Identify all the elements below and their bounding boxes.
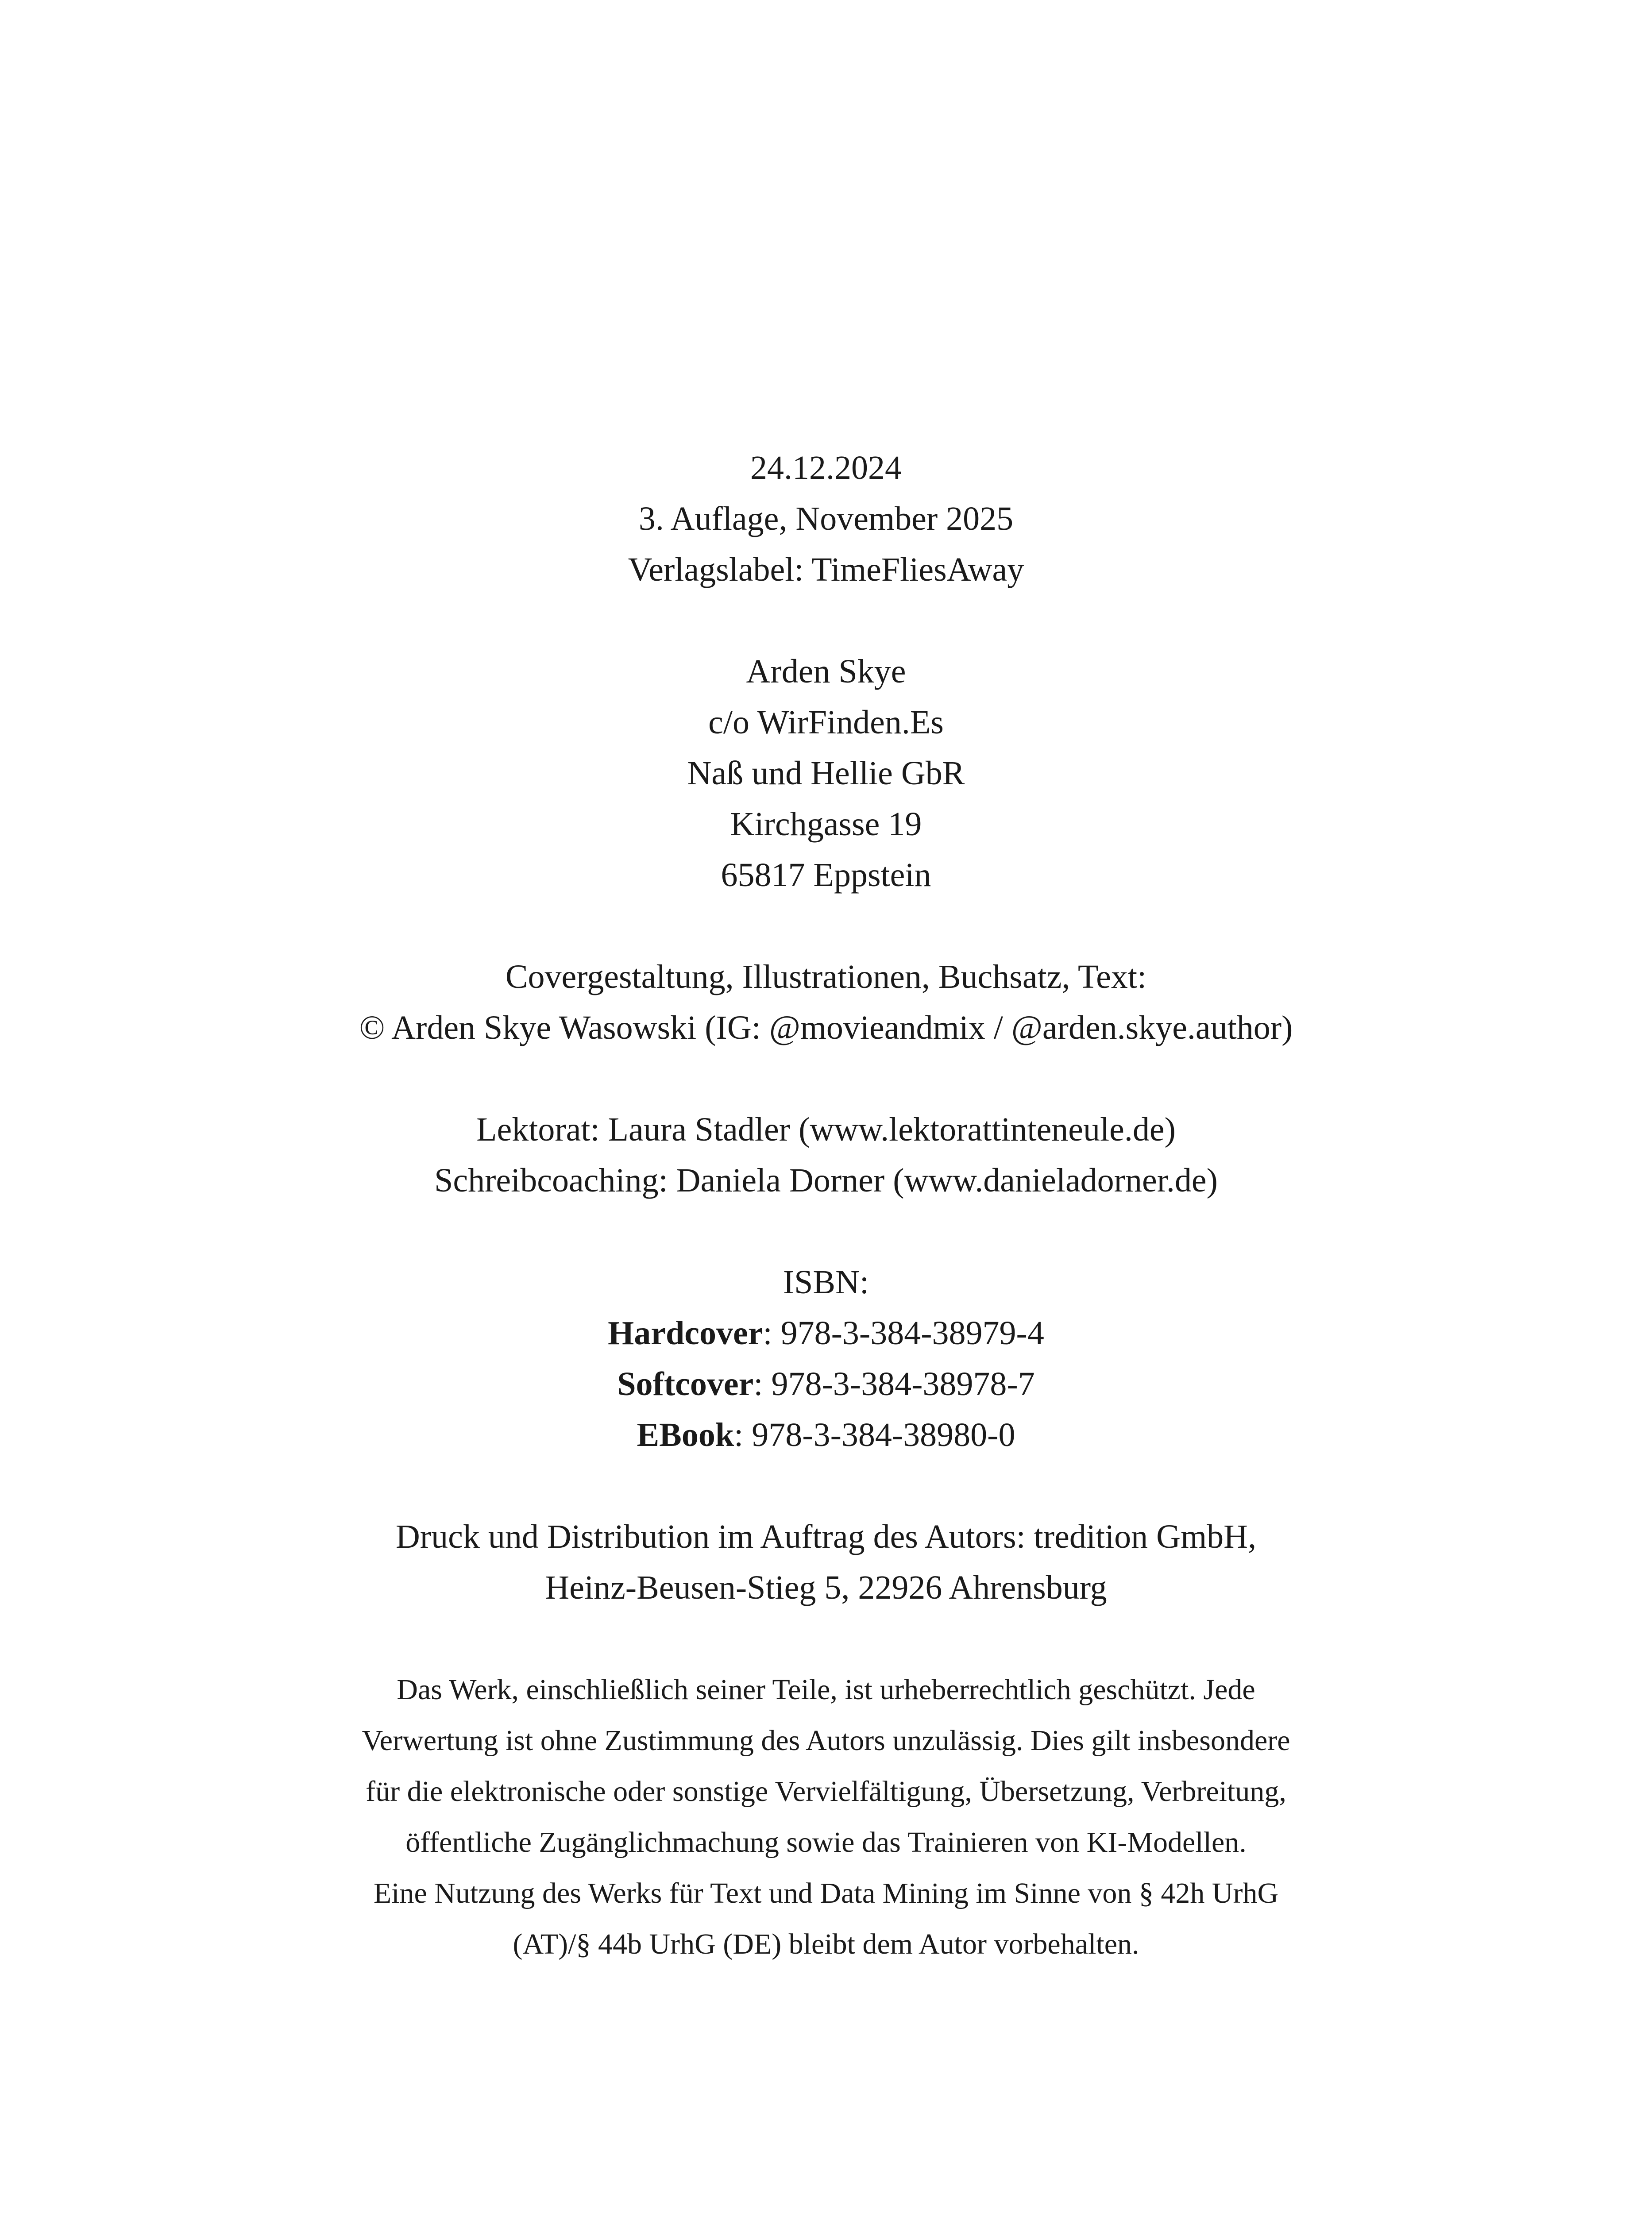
- edition-auflage: 3. Auflage, November 2025: [638, 500, 1014, 537]
- lektorat-line: Lektorat: Laura Stadler (www.lektorattinteneule.de): [476, 1111, 1176, 1148]
- distribution-block: [0, 1511, 1652, 1613]
- isbn-softcover-label: Softcover: [617, 1365, 754, 1403]
- imprint-content: [0, 443, 1652, 1970]
- distribution-line-1: Druck und Distribution im Auftrag des Autors: tredition GmbH,: [395, 1518, 1257, 1555]
- address-street: Kirchgasse 19: [730, 806, 922, 843]
- address-city: 65817 Eppstein: [721, 856, 931, 894]
- legal-line-6: (AT)/§ 44b UrhG (DE) bleibt dem Autor vorbehalten.: [513, 1928, 1139, 1960]
- legal-line-4: öffentliche Zugänglichmachung sowie das Trainieren von KI-Modellen.: [405, 1826, 1247, 1858]
- isbn-hardcover: [0, 1308, 1652, 1359]
- address-co: c/o WirFinden.Es: [708, 704, 944, 741]
- address-block: [0, 646, 1652, 901]
- legal-notice: [0, 1664, 1652, 1970]
- edition-block: [0, 443, 1652, 595]
- credits-line-1: Covergestaltung, Illustrationen, Buchsatz, Text:: [505, 958, 1147, 995]
- schreibcoaching-line: Schreibcoaching: Daniela Dorner (www.danieladorner.de): [434, 1162, 1218, 1199]
- legal-line-2: Verwertung ist ohne Zustimmung des Autors unzulässig. Dies gilt insbesondere: [362, 1724, 1290, 1757]
- isbn-ebook-value: : 978-3-384-38980-0: [734, 1416, 1015, 1453]
- isbn-ebook: [0, 1410, 1652, 1461]
- distribution-line-2: Heinz-Beusen-Stieg 5, 22926 Ahrensburg: [545, 1569, 1107, 1606]
- isbn-softcover: [0, 1359, 1652, 1410]
- isbn-ebook-label: EBook: [637, 1416, 734, 1453]
- legal-line-3: für die elektronische oder sonstige Vervielfältigung, Übersetzung, Verbreitung,: [366, 1775, 1286, 1808]
- credits-block: [0, 952, 1652, 1053]
- isbn-softcover-value: : 978-3-384-38978-7: [753, 1365, 1035, 1403]
- edition-date: 24.12.2024: [750, 449, 902, 486]
- legal-line-1: Das Werk, einschließlich seiner Teile, ist urheberrechtlich geschützt. Jede: [397, 1673, 1255, 1706]
- edition-verlagslabel: Verlagslabel: TimeFliesAway: [628, 551, 1024, 588]
- address-name: Arden Skye: [746, 653, 906, 690]
- editing-block: [0, 1104, 1652, 1206]
- isbn-hardcover-label: Hardcover: [608, 1315, 763, 1352]
- isbn-heading: ISBN:: [783, 1264, 869, 1301]
- isbn-block: [0, 1257, 1652, 1461]
- credits-line-2: © Arden Skye Wasowski (IG: @movieandmix / @arden.skye.author): [359, 1009, 1293, 1046]
- isbn-hardcover-value: : 978-3-384-38979-4: [763, 1315, 1044, 1352]
- legal-line-5: Eine Nutzung des Werks für Text und Data Mining im Sinne von § 42h UrhG: [373, 1877, 1279, 1909]
- address-company: Naß und Hellie GbR: [687, 755, 965, 792]
